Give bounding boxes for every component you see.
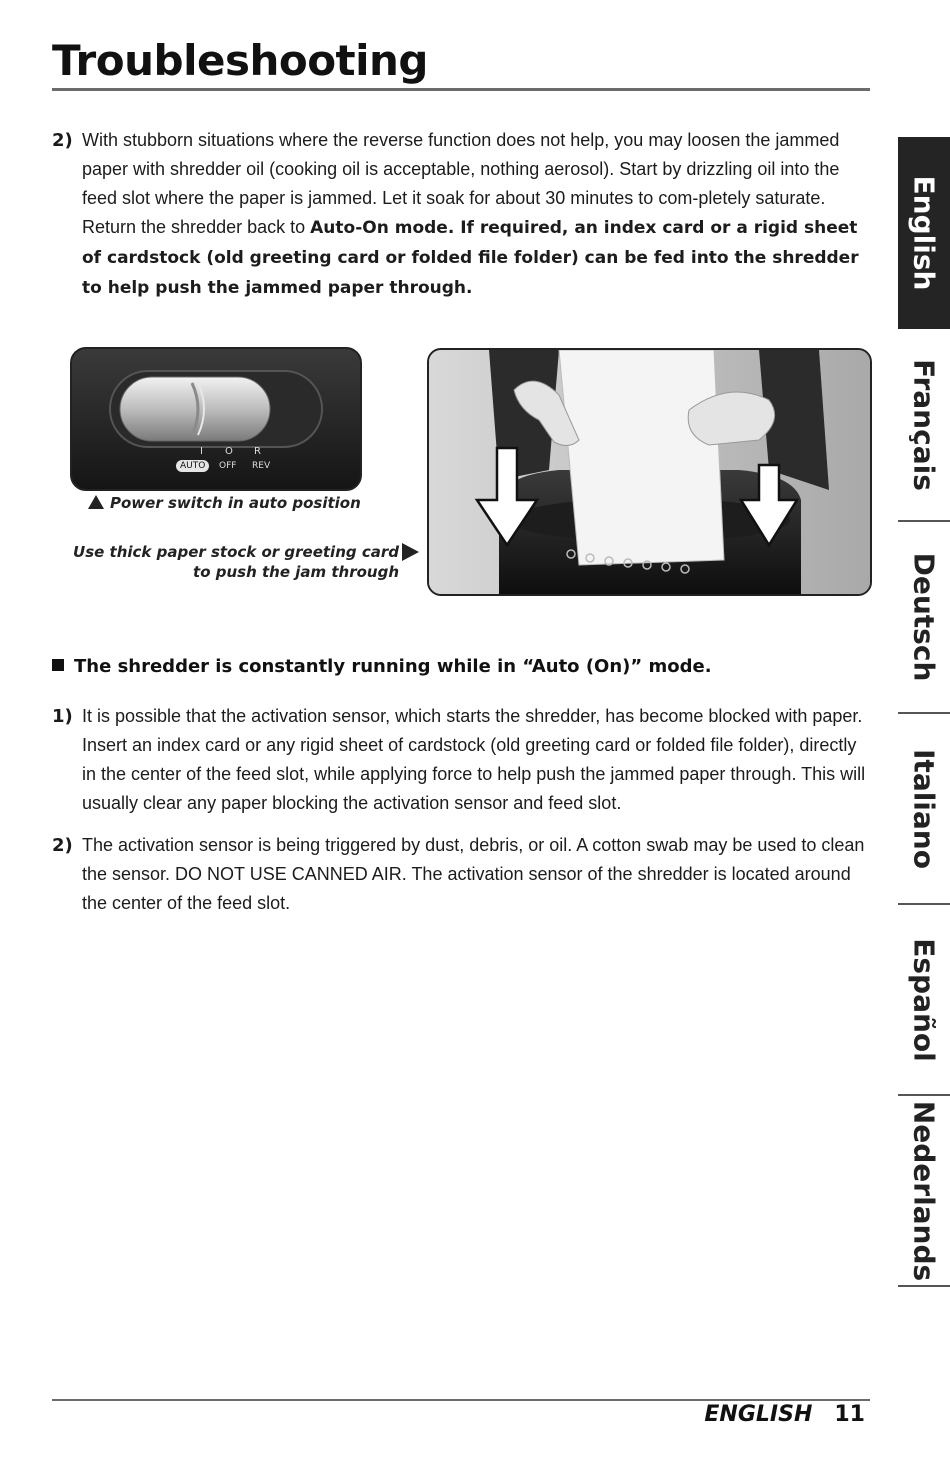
tab-label: Deutsch xyxy=(907,552,941,682)
tab-italiano[interactable] xyxy=(898,713,950,905)
triangle-right-icon xyxy=(402,543,419,561)
tab-deutsch[interactable] xyxy=(898,521,950,713)
page-title: Troubleshooting xyxy=(52,36,428,85)
title-divider xyxy=(52,88,870,91)
triangle-up-icon xyxy=(88,495,104,509)
step-text: With stubborn situations where the reverse function does not help, you may loosen the jammed paper with shredder oil (cooking oil is acceptable, nothing aerosol). Start by drizzling oil into the feed slot where the paper is jammed. Let it soak for about 30 minutes to com-pletely saturate. Return the shredder back to xyxy=(82,130,840,237)
photo-caption-line1: Use thick paper stock or greeting card xyxy=(73,543,399,561)
tab-english[interactable] xyxy=(898,137,950,329)
switch-mark-r: R xyxy=(254,446,261,457)
shredder-photo-illustration xyxy=(429,350,870,594)
tab-label: English xyxy=(907,175,941,291)
switch-caption-text: Power switch in auto position xyxy=(110,494,361,512)
section-heading xyxy=(52,656,712,677)
switch-label-rev: REV xyxy=(252,461,271,471)
tab-nederlands[interactable] xyxy=(898,1095,950,1287)
switch-label-off: OFF xyxy=(219,461,237,471)
footer-divider xyxy=(52,1399,870,1401)
tab-label: Italiano xyxy=(907,749,941,869)
item-paragraph: The activation sensor is being triggered by dust, debris, or oil. A cotton swab may be used to clean the sensor. DO NOT USE CANNED AIR. The activation sensor of the shredder is located around the center of the feed slot. xyxy=(82,835,865,913)
tab-francais[interactable] xyxy=(898,329,950,521)
square-bullet-icon xyxy=(52,659,64,671)
photo-caption xyxy=(59,542,399,582)
step-bold-text: Auto-On mode. If required, an index card or a rigid sheet of cardstock (old greeting card or folded file folder) can be fed into the shredder to help push the jammed paper through. xyxy=(82,218,859,298)
tab-divider xyxy=(898,1285,950,1287)
item-paragraph: It is possible that the activation sensor, which starts the shredder, has become blocked with paper. Insert an index card or any rigid sheet of cardstock (old greeting card or folded file folder), directly in the center of the feed slot, while applying force to help push the jammed paper through. This will usually clear any paper blocking the activation sensor and feed slot. xyxy=(82,706,866,813)
power-switch-figure xyxy=(70,347,362,491)
section-heading-text: The shredder is constantly running while in “Auto (On)” mode. xyxy=(74,656,712,677)
tab-label: Español xyxy=(907,938,941,1062)
switch-caption xyxy=(88,493,361,513)
switch-mark-i: I xyxy=(200,446,203,457)
tab-label: Nederlands xyxy=(907,1100,941,1282)
item-number: 1) xyxy=(52,706,73,727)
item-number: 2) xyxy=(52,835,73,856)
tab-espanol[interactable] xyxy=(898,904,950,1096)
tab-label: Français xyxy=(907,359,941,491)
shredder-photo xyxy=(427,348,872,596)
switch-mark-o: O xyxy=(225,446,233,457)
step-paragraph xyxy=(82,126,874,303)
switch-label-auto: AUTO xyxy=(176,460,209,472)
page-number: 11 xyxy=(834,1402,865,1427)
footer-language: ENGLISH xyxy=(704,1402,813,1427)
step-number: 2) xyxy=(52,130,73,151)
page-footer xyxy=(704,1402,865,1427)
photo-caption-line2: to push the jam through xyxy=(193,563,399,581)
power-switch-illustration xyxy=(72,349,360,489)
